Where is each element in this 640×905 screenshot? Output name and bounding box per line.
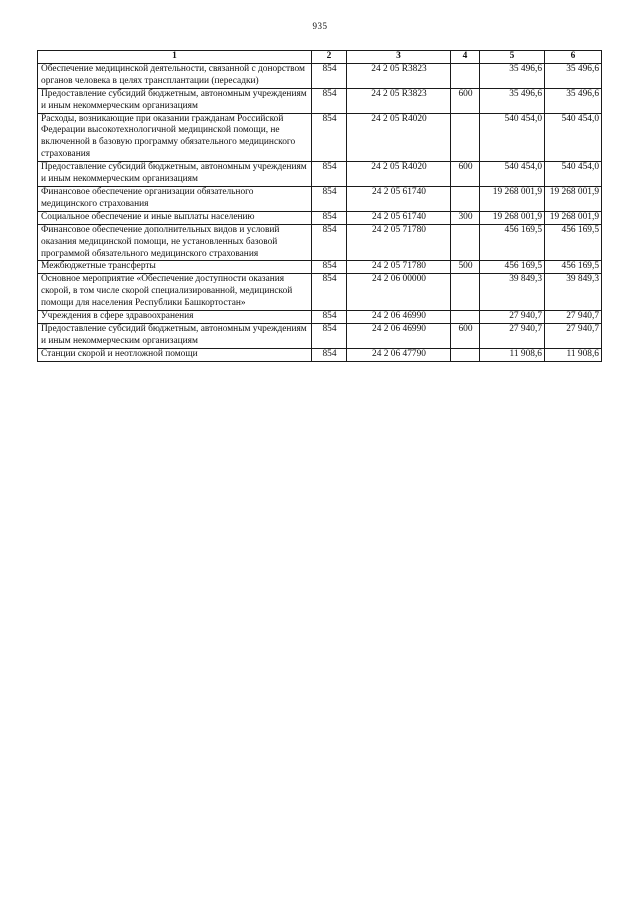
row-csr: 24 2 05 R4020 xyxy=(347,113,451,162)
row-ved: 854 xyxy=(312,348,347,361)
row-sum-2: 11 908,6 xyxy=(545,348,602,361)
row-sum-2: 35 496,6 xyxy=(545,88,602,113)
row-vr: 600 xyxy=(451,323,480,348)
row-sum-2: 27 940,7 xyxy=(545,323,602,348)
row-sum-1: 456 169,5 xyxy=(480,224,545,261)
row-ved: 854 xyxy=(312,261,347,274)
column-header-ved: 2 xyxy=(312,51,347,64)
row-name: Финансовое обеспечение дополнительных видов и условий оказания медицинской помощи, не установленных базовой программой обязательного медицинского страхования xyxy=(38,224,312,261)
row-vr: 500 xyxy=(451,261,480,274)
row-csr: 24 2 05 R4020 xyxy=(347,162,451,187)
row-sum-2: 27 940,7 xyxy=(545,311,602,324)
row-name: Межбюджетные трансферты xyxy=(38,261,312,274)
row-sum-2: 35 496,6 xyxy=(545,63,602,88)
row-ved: 854 xyxy=(312,88,347,113)
row-vr xyxy=(451,113,480,162)
row-ved: 854 xyxy=(312,211,347,224)
row-ved: 854 xyxy=(312,323,347,348)
table-row xyxy=(38,311,602,324)
row-vr xyxy=(451,63,480,88)
row-csr: 24 2 05 71780 xyxy=(347,224,451,261)
table-row xyxy=(38,211,602,224)
row-name: Финансовое обеспечение организации обязательного медицинского страхования xyxy=(38,186,312,211)
table-row xyxy=(38,323,602,348)
page-number: 935 xyxy=(312,21,328,31)
row-name: Предоставление субсидий бюджетным, автономным учреждениям и иным некоммерческим организациям xyxy=(38,323,312,348)
row-vr xyxy=(451,274,480,311)
row-ved: 854 xyxy=(312,162,347,187)
budget-table xyxy=(37,50,602,362)
row-name: Социальное обеспечение и иные выплаты населению xyxy=(38,211,312,224)
row-sum-2: 456 169,5 xyxy=(545,224,602,261)
row-sum-2: 456 169,5 xyxy=(545,261,602,274)
row-sum-1: 540 454,0 xyxy=(480,162,545,187)
row-sum-1: 35 496,6 xyxy=(480,63,545,88)
row-name: Предоставление субсидий бюджетным, автономным учреждениям и иным некоммерческим организациям xyxy=(38,162,312,187)
column-header-csr: 3 xyxy=(347,51,451,64)
row-sum-1: 456 169,5 xyxy=(480,261,545,274)
row-ved: 854 xyxy=(312,113,347,162)
table-row xyxy=(38,113,602,162)
table-row xyxy=(38,186,602,211)
row-sum-2: 540 454,0 xyxy=(545,162,602,187)
row-ved: 854 xyxy=(312,311,347,324)
row-sum-1: 19 268 001,9 xyxy=(480,186,545,211)
row-vr: 600 xyxy=(451,88,480,113)
row-vr: 600 xyxy=(451,162,480,187)
row-sum-1: 39 849,3 xyxy=(480,274,545,311)
row-csr: 24 2 05 R3823 xyxy=(347,63,451,88)
row-csr: 24 2 05 61740 xyxy=(347,186,451,211)
row-sum-1: 11 908,6 xyxy=(480,348,545,361)
column-header-vr: 4 xyxy=(451,51,480,64)
row-sum-1: 27 940,7 xyxy=(480,311,545,324)
row-name: Расходы, возникающие при оказании гражданам Российской Федерации высокотехнологичной медицинской помощи, не включенной в базовую программу обязательного медицинского страхования xyxy=(38,113,312,162)
row-vr xyxy=(451,311,480,324)
row-vr xyxy=(451,186,480,211)
row-sum-1: 540 454,0 xyxy=(480,113,545,162)
row-name: Предоставление субсидий бюджетным, автономным учреждениям и иным некоммерческим организациям xyxy=(38,88,312,113)
row-sum-2: 540 454,0 xyxy=(545,113,602,162)
row-ved: 854 xyxy=(312,186,347,211)
table-row xyxy=(38,88,602,113)
row-vr xyxy=(451,348,480,361)
row-sum-1: 27 940,7 xyxy=(480,323,545,348)
row-sum-1: 35 496,6 xyxy=(480,88,545,113)
row-csr: 24 2 05 71780 xyxy=(347,261,451,274)
table-row xyxy=(38,274,602,311)
row-name: Учреждения в сфере здравоохранения xyxy=(38,311,312,324)
table-row xyxy=(38,162,602,187)
row-csr: 24 2 06 46990 xyxy=(347,311,451,324)
table-row xyxy=(38,261,602,274)
row-ved: 854 xyxy=(312,224,347,261)
row-name: Обеспечение медицинской деятельности, связанной с донорством органов человека в целях трансплантации (пересадки) xyxy=(38,63,312,88)
table-row xyxy=(38,63,602,88)
row-csr: 24 2 05 R3823 xyxy=(347,88,451,113)
row-name: Основное мероприятие «Обеспечение доступности оказания скорой, в том числе скорой специализированной, медицинской помощи для населения Республики Башкортостан» xyxy=(38,274,312,311)
row-sum-2: 19 268 001,9 xyxy=(545,211,602,224)
row-ved: 854 xyxy=(312,274,347,311)
header-row xyxy=(38,51,602,64)
row-ved: 854 xyxy=(312,63,347,88)
column-header-sum-2: 6 xyxy=(545,51,602,64)
row-vr xyxy=(451,224,480,261)
row-csr: 24 2 06 46990 xyxy=(347,323,451,348)
row-csr: 24 2 06 47790 xyxy=(347,348,451,361)
row-sum-2: 19 268 001,9 xyxy=(545,186,602,211)
column-header-sum-1: 5 xyxy=(480,51,545,64)
row-sum-2: 39 849,3 xyxy=(545,274,602,311)
table-row xyxy=(38,348,602,361)
row-sum-1: 19 268 001,9 xyxy=(480,211,545,224)
table-row xyxy=(38,224,602,261)
row-vr: 300 xyxy=(451,211,480,224)
row-csr: 24 2 05 61740 xyxy=(347,211,451,224)
row-csr: 24 2 06 00000 xyxy=(347,274,451,311)
row-name: Станции скорой и неотложной помощи xyxy=(38,348,312,361)
column-header-name: 1 xyxy=(38,51,312,64)
